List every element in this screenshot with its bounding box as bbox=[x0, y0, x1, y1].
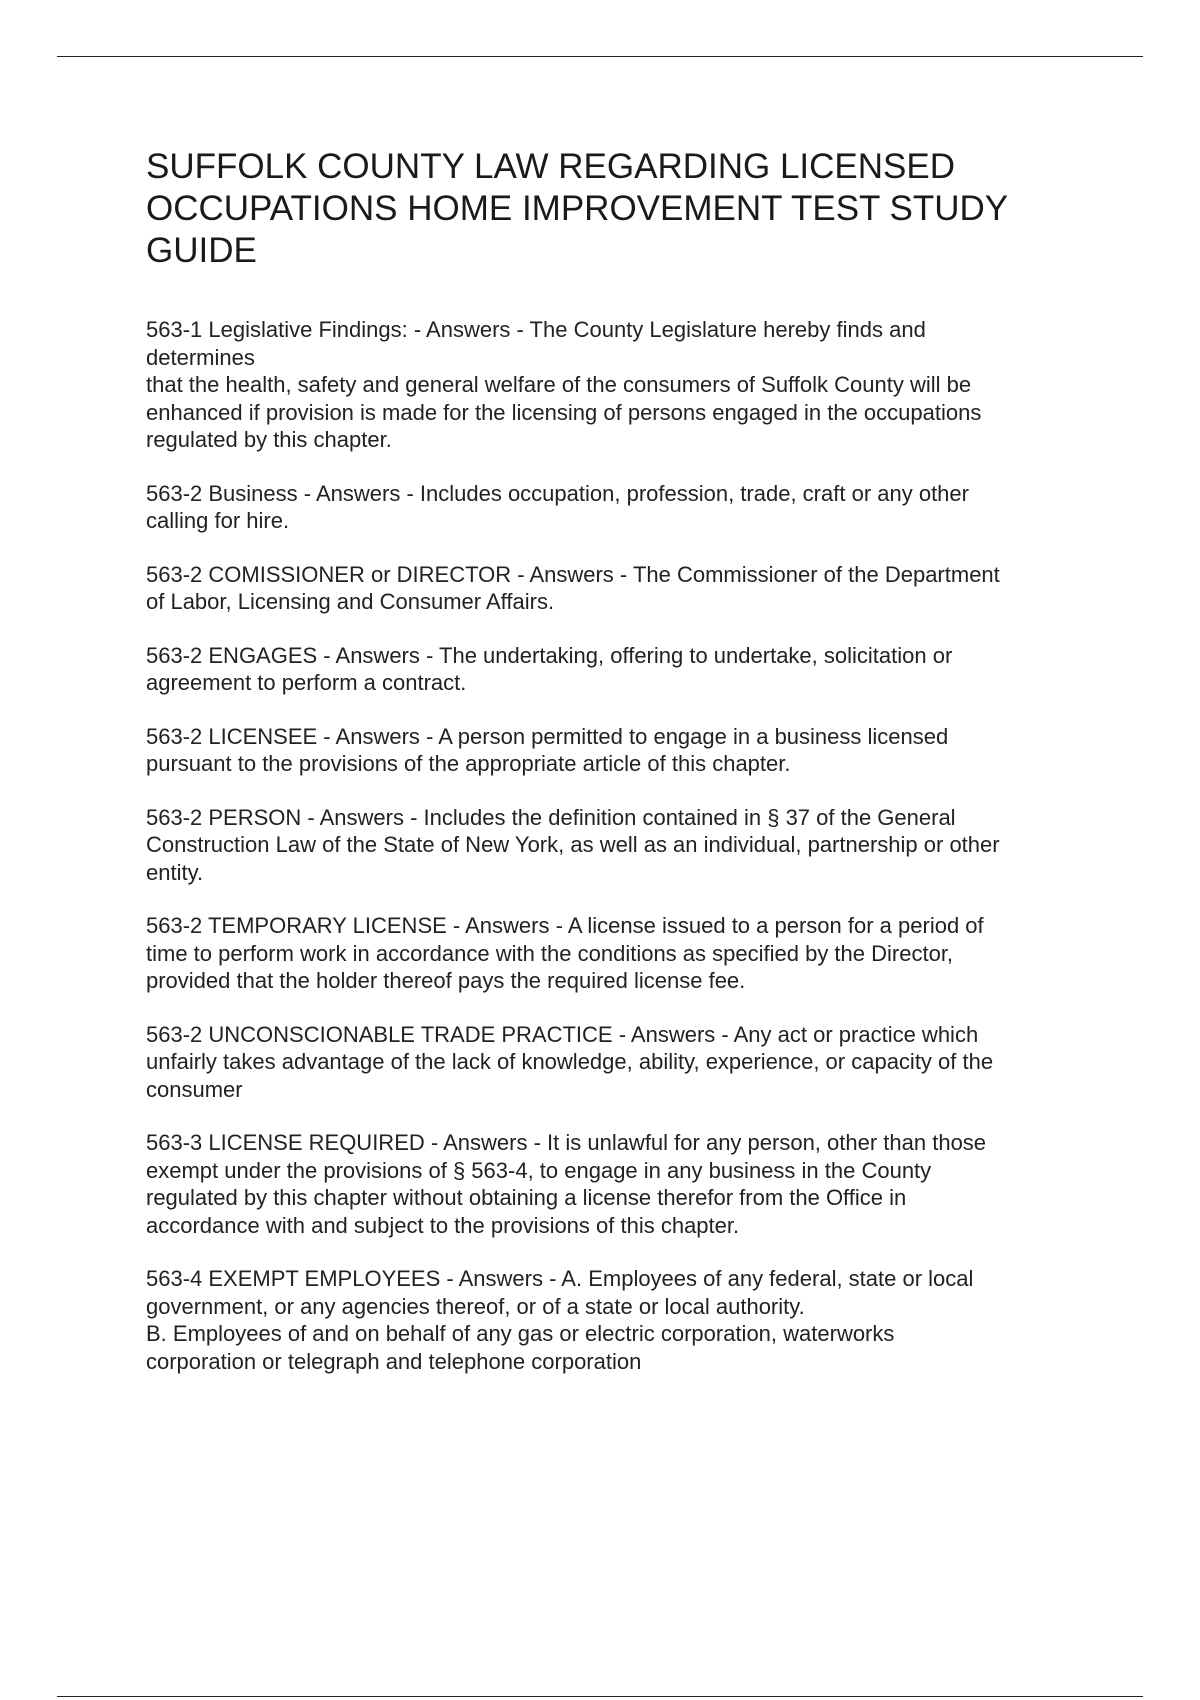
entry-line: 563-2 LICENSEE - Answers - A person permitted to engage in a business licensed bbox=[146, 723, 949, 749]
entry-line: 563-1 Legislative Findings: - Answers - The County Legislature hereby finds and bbox=[146, 317, 926, 342]
entry-license-required bbox=[146, 1129, 1096, 1239]
entry-line: regulated by this chapter. bbox=[146, 427, 392, 452]
entry-line: pursuant to the provisions of the appropriate article of this chapter. bbox=[146, 751, 791, 776]
entry-line: exempt under the provisions of § 563-4, to engage in any business in the County bbox=[146, 1157, 932, 1183]
top-rule bbox=[57, 56, 1143, 57]
entry-line: 563-2 TEMPORARY LICENSE - Answers - A license issued to a person for a period of bbox=[146, 913, 984, 938]
entry-line: 563-2 Business - Answers - Includes occupation, profession, trade, craft or any other bbox=[146, 480, 969, 506]
entry-line: entity. bbox=[146, 859, 204, 885]
entry-line: time to perform work in accordance with the conditions as specified by the Director, bbox=[146, 940, 954, 966]
entry-licensee bbox=[146, 723, 1096, 778]
entry-line: 563-2 UNCONSCIONABLE TRADE PRACTICE - Answers - Any act or practice which bbox=[146, 1021, 979, 1047]
entry-line: that the health, safety and general welfare of the consumers of Suffolk County will be bbox=[146, 372, 972, 397]
entry-unconscionable-trade-practice bbox=[146, 1021, 1096, 1104]
bottom-rule bbox=[57, 1696, 1143, 1697]
entry-line: enhanced if provision is made for the licensing of persons engaged in the occupations bbox=[146, 399, 982, 425]
entry-line: B. Employees of and on behalf of any gas or electric corporation, waterworks bbox=[146, 1321, 895, 1346]
entry-exempt-employees bbox=[146, 1265, 1096, 1375]
entry-commissioner bbox=[146, 561, 1096, 616]
title-line: OCCUPATIONS HOME IMPROVEMENT TEST STUDY bbox=[146, 189, 1009, 228]
document-title bbox=[146, 146, 1096, 272]
entry-line: calling for hire. bbox=[146, 508, 290, 533]
entry-engages bbox=[146, 642, 1096, 697]
entry-temporary-license bbox=[146, 912, 1096, 995]
entry-legislative-findings bbox=[146, 316, 1096, 454]
entry-line: government, or any agencies thereof, or of a state or local authority. bbox=[146, 1293, 805, 1319]
entry-line: 563-4 EXEMPT EMPLOYEES - Answers - A. Employees of any federal, state or local bbox=[146, 1266, 974, 1291]
entry-line: 563-2 PERSON - Answers - Includes the definition contained in § 37 of the General bbox=[146, 804, 956, 830]
entry-line: provided that the holder thereof pays the required license fee. bbox=[146, 968, 746, 993]
document-body bbox=[146, 146, 1096, 1401]
entry-line: regulated by this chapter without obtaining a license therefor from the Office in bbox=[146, 1185, 907, 1210]
entry-line: 563-2 ENGAGES - Answers - The undertaking, offering to undertake, solicitation or bbox=[146, 642, 953, 668]
entry-line: corporation or telegraph and telephone corporation bbox=[146, 1348, 642, 1374]
entry-line: consumer bbox=[146, 1076, 243, 1102]
title-line: GUIDE bbox=[146, 231, 257, 270]
entry-line: 563-3 LICENSE REQUIRED - Answers - It is unlawful for any person, other than those bbox=[146, 1130, 987, 1155]
entry-line: 563-2 COMISSIONER or DIRECTOR - Answers - The Commissioner of the Department bbox=[146, 561, 1000, 587]
entry-line: Construction Law of the State of New York, as well as an individual, partnership or other bbox=[146, 832, 1000, 857]
entry-person bbox=[146, 804, 1096, 887]
entry-line: of Labor, Licensing and Consumer Affairs. bbox=[146, 589, 555, 614]
entry-line: determines bbox=[146, 344, 255, 370]
title-line: SUFFOLK COUNTY LAW REGARDING LICENSED bbox=[146, 147, 956, 186]
entry-line: unfairly takes advantage of the lack of knowledge, ability, experience, or capacity of the bbox=[146, 1049, 994, 1074]
entry-business bbox=[146, 480, 1096, 535]
entry-line: accordance with and subject to the provisions of this chapter. bbox=[146, 1212, 740, 1238]
entry-line: agreement to perform a contract. bbox=[146, 670, 467, 695]
